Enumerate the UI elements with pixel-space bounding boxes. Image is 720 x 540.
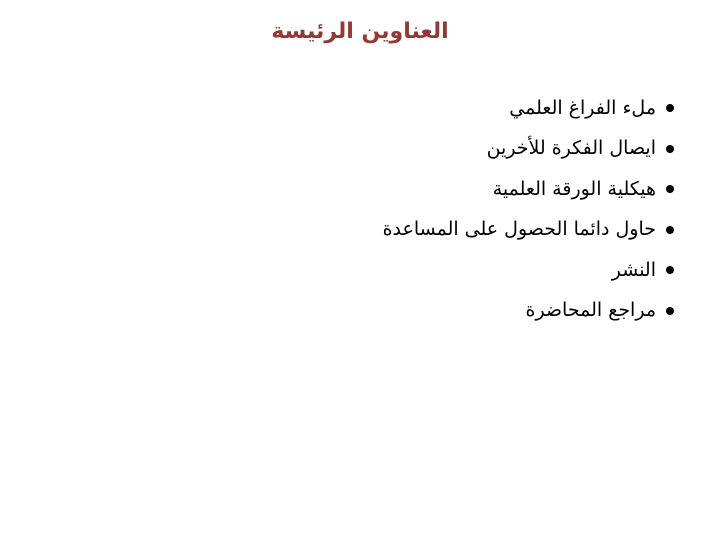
list-item <box>60 291 680 332</box>
bullet-text: ايصال الفكرة للأخرين <box>486 137 656 160</box>
bullet-icon <box>666 307 674 315</box>
bullet-icon <box>666 185 674 193</box>
list-item <box>60 210 680 251</box>
bullet-text: هيكلية الورقة العلمية <box>492 177 656 200</box>
bullet-icon <box>666 104 674 112</box>
bullet-text: ملء الفراغ العلمي <box>509 96 656 119</box>
bullet-text: مراجع المحاضرة <box>525 299 656 322</box>
bullet-icon <box>666 266 674 274</box>
list-item <box>60 250 680 291</box>
bullet-icon <box>666 226 674 234</box>
bullet-text: النشر <box>611 258 656 281</box>
bullet-list <box>60 88 680 331</box>
bullet-text: حاول دائما الحصول على المساعدة <box>382 218 656 241</box>
list-item <box>60 88 680 129</box>
slide-title: العناوين الرئيسة <box>271 19 449 44</box>
list-item <box>60 169 680 210</box>
bullet-icon <box>666 145 674 153</box>
list-item <box>60 129 680 170</box>
